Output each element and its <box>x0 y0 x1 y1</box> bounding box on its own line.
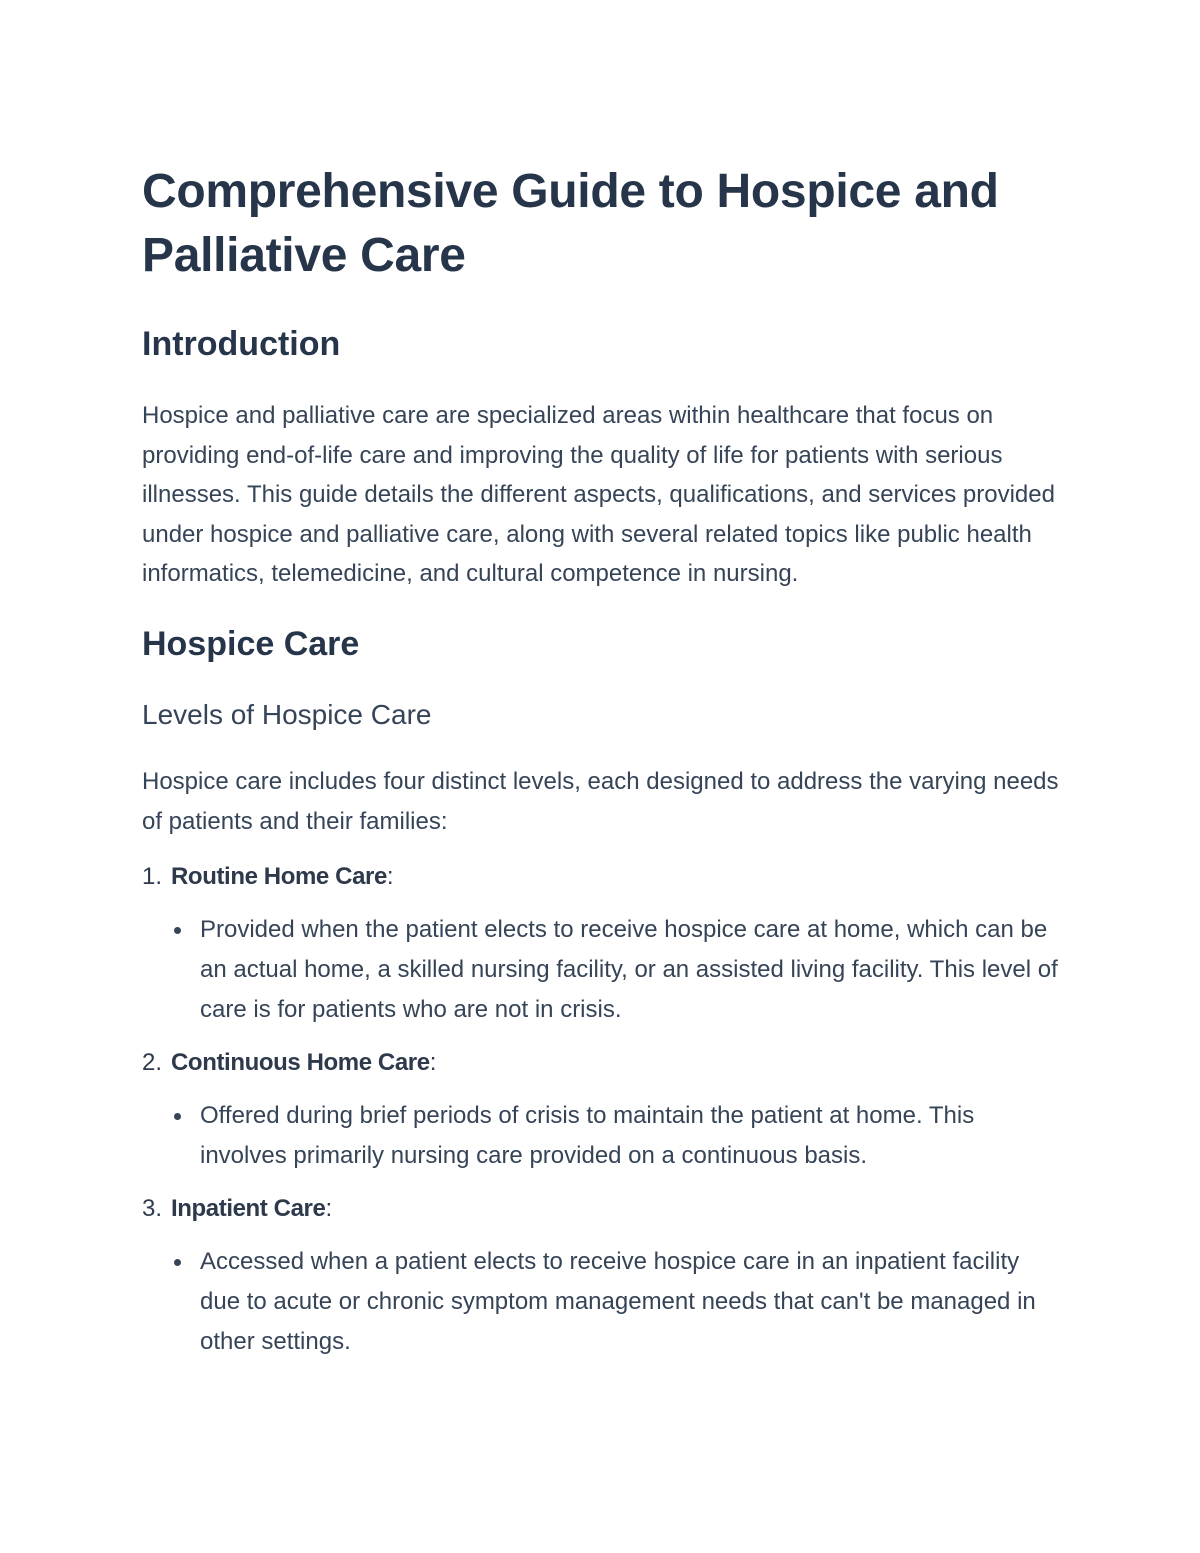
level-description <box>142 1096 1062 1176</box>
levels-intro-paragraph: Hospice care includes four distinct levels, each designed to address the varying needs of patients and their families: <box>142 767 1059 835</box>
document-page <box>142 160 1062 1362</box>
level-colon: : <box>429 1049 437 1077</box>
introduction-heading: Introduction <box>142 325 341 363</box>
bullet-icon <box>174 1113 181 1120</box>
levels-of-hospice-care-heading: Levels of Hospice Care <box>142 698 432 730</box>
level-colon: : <box>386 863 394 891</box>
level-title: Inpatient Care <box>171 1195 326 1223</box>
level-description-list <box>142 910 1062 1030</box>
level-description-text: Accessed when a patient elects to receive hospice care in an inpatient facility due to acute or chronic symptom management needs that can't be managed in other settings. <box>200 1248 1036 1356</box>
level-number: 2. <box>142 1049 163 1077</box>
level-item <box>142 1189 1062 1362</box>
level-description-list <box>142 1242 1062 1362</box>
level-colon: : <box>325 1195 333 1223</box>
level-description-list <box>142 1096 1062 1176</box>
level-description <box>142 910 1062 1030</box>
level-number: 1. <box>142 863 163 891</box>
level-description <box>142 1242 1062 1362</box>
level-item <box>142 857 1062 1030</box>
level-heading <box>142 1043 1062 1083</box>
level-heading <box>142 857 1062 897</box>
level-description-text: Offered during brief periods of crisis to maintain the patient at home. This involves primarily nursing care provided on a continuous basis. <box>200 1102 975 1170</box>
level-title: Routine Home Care <box>171 863 387 891</box>
level-title: Continuous Home Care <box>171 1049 430 1077</box>
level-heading <box>142 1189 1062 1229</box>
hospice-care-heading: Hospice Care <box>142 624 360 663</box>
level-description-text: Provided when the patient elects to receive hospice care at home, which can be an actual home, a skilled nursing facility, or an assisted living facility. This level of care is for patients who are not in crisis. <box>200 916 1058 1024</box>
bullet-icon <box>174 1259 181 1266</box>
level-number: 3. <box>142 1195 163 1223</box>
introduction-paragraph: Hospice and palliative care are specialized areas within healthcare that focus on providing end-of-life care and improving the quality of life for patients with serious illnesses. This guide details the different aspects, qualifications, and services provided under hospice and palliative care, along with several related topics like public health informatics, telemedicine, and cultural competence in nursing. <box>142 402 1055 588</box>
levels-list <box>142 857 1062 1362</box>
level-item <box>142 1043 1062 1176</box>
bullet-icon <box>174 927 181 934</box>
document-title: Comprehensive Guide to Hospice and Palliative Care <box>142 165 999 282</box>
